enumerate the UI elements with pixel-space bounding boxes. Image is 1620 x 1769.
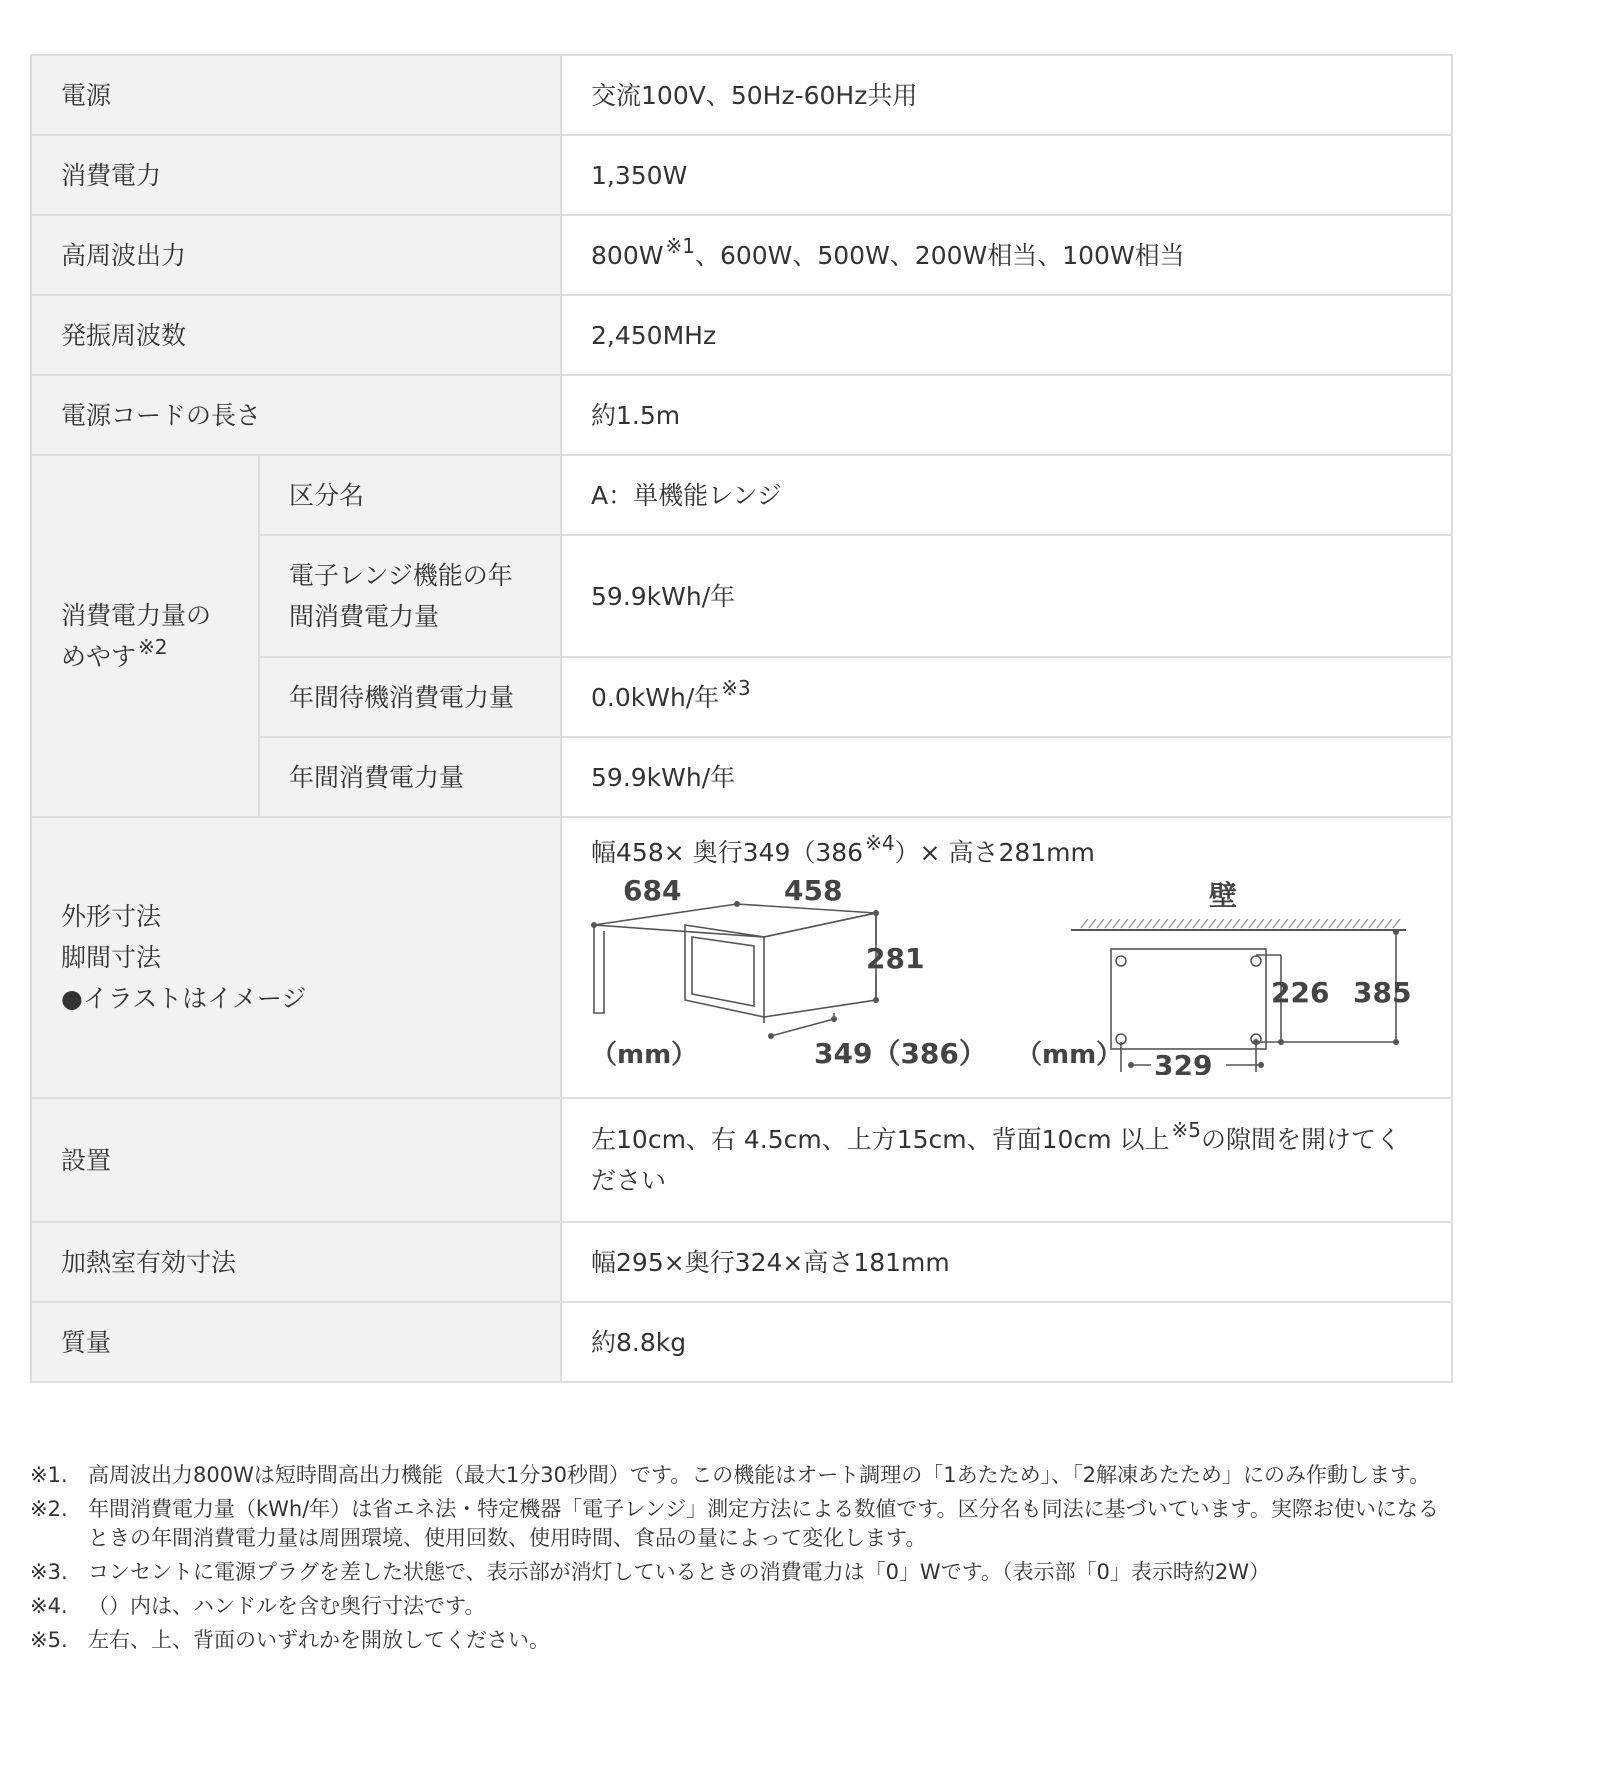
spec-sublabel: 年間消費電力量 [259,737,561,817]
spec-value: 幅458× 奥行349（386 $^{※4}$）× 高さ281mm 684 458 281 349（386） （mm） 壁 226 385 329 （mm） [561,817,1452,1098]
spec-value: 幅295×奥行324×高さ181mm [561,1222,1452,1302]
spec-table [30,54,1453,1383]
footnote-text: 年間消費電力量（kWh/年）は省エネ法・特定機器「電子レンジ」測定方法による数値です。区分名も同法に基づいています。実際お使いになるときの年間消費電力量は周囲環境、使用回数、使用時間、食品の量によって変化します。 [88,1497,1439,1550]
footnote-mark: ※2. [30,1497,68,1521]
footnote-item [30,1495,1450,1553]
spec-row-hf-output [31,215,1452,295]
spec-label: 外形寸法 脚間寸法 ●イラストはイメージ [31,817,561,1098]
footnote-item [30,1558,1450,1587]
spec-label: 電源コードの長さ [31,375,561,455]
spec-value: 左10cm、右 4.5cm、上方15cm、背面10cm 以上 $^{※5}$の隙間を開けてください [561,1098,1452,1222]
dim-open-width: 684 [623,875,682,907]
spec-sublabel: 年間待機消費電力量 [259,657,561,737]
spec-value: 約1.5m [561,375,1452,455]
spec-label: 電源 [31,55,561,135]
spec-value: 2,450MHz [561,295,1452,375]
dim-feet-width: 329 [1154,1049,1213,1075]
spec-label: 発振周波数 [31,295,561,375]
footnote-ref: ※4 [865,831,895,855]
footnote-item [30,1626,1450,1655]
footnote-text: 高周波出力800Wは短時間高出力機能（最大1分30秒間）です。この機能はオート調理の「1あたため」、「2解凍あたため」にのみ作動します。 [88,1463,1431,1487]
footnote-item [30,1461,1450,1490]
footnote-text: コンセントに電源プラグを差した状態で、表示部が消灯しているときの消費電力は「0」Wです。（表示部「0」表示時約2W） [88,1560,1271,1584]
spec-sublabel: 電子レンジ機能の年 間消費電力量 [259,535,561,657]
spec-sublabel: 区分名 [259,455,561,535]
spec-row-energy-category [31,455,1452,535]
footnote-ref: ※3 [721,675,751,700]
spec-value: A：単機能レンジ [561,455,1452,535]
dim-unit-front: （mm） [591,1040,698,1070]
dim-wall-depth: 385 [1353,976,1412,1009]
dimension-diagram [591,875,1421,1075]
footnote-text: （）内は、ハンドルを含む奥行寸法です。 [88,1594,486,1618]
spec-row-chamber [31,1222,1452,1302]
spec-value: 約8.8kg [561,1302,1452,1382]
spec-row-cord [31,375,1452,455]
spec-label: 消費電力 [31,135,561,215]
spec-label: 高周波出力 [31,215,561,295]
footnote-item [30,1592,1450,1621]
footnote-ref: ※5 [1171,1118,1201,1142]
dim-height: 281 [866,942,925,975]
footnote-ref: ※2 [138,635,168,659]
footnote-mark: ※4. [30,1594,68,1618]
dimension-illustration [591,875,1421,1075]
footnote-mark: ※5. [30,1628,68,1652]
wall-illustration [1071,919,1406,930]
footnote-mark: ※1. [30,1463,68,1487]
dim-feet-depth: 226 [1271,976,1330,1009]
spec-label: 質量 [31,1302,561,1382]
wall-label: 壁 [1209,879,1238,912]
spec-value: 交流100V、50Hz-60Hz共用 [561,55,1452,135]
spec-value: 59.9kWh/年 [561,535,1452,657]
spec-label: 加熱室有効寸法 [31,1222,561,1302]
dim-unit-feet: （mm） [1016,1040,1123,1070]
spec-group-label-energy: 消費電力量の めやす $^{※2}$ [31,455,259,817]
spec-row-dimensions [31,817,1452,1098]
footnote-ref: ※1 [665,233,695,258]
spec-value: 800W $^{※1}$、600W、500W、200W相当、100W相当 [561,215,1452,295]
spec-value: 1,350W [561,135,1452,215]
spec-row-power-source [31,55,1452,135]
footnote-text: 左右、上、背面のいずれかを開放してください。 [88,1628,550,1652]
dim-width: 458 [784,875,843,907]
spec-label: 設置 [31,1098,561,1222]
spec-row-installation [31,1098,1452,1222]
spec-row-mass [31,1302,1452,1382]
spec-row-oscillation [31,295,1452,375]
dim-depth: 349（386） [814,1037,987,1070]
spec-value: 59.9kWh/年 [561,737,1452,817]
spec-row-power-consumption [31,135,1452,215]
footnotes [30,1461,1450,1660]
spec-value: 0.0kWh/年 $^{※3}$ [561,657,1452,737]
footnote-mark: ※3. [30,1560,68,1584]
